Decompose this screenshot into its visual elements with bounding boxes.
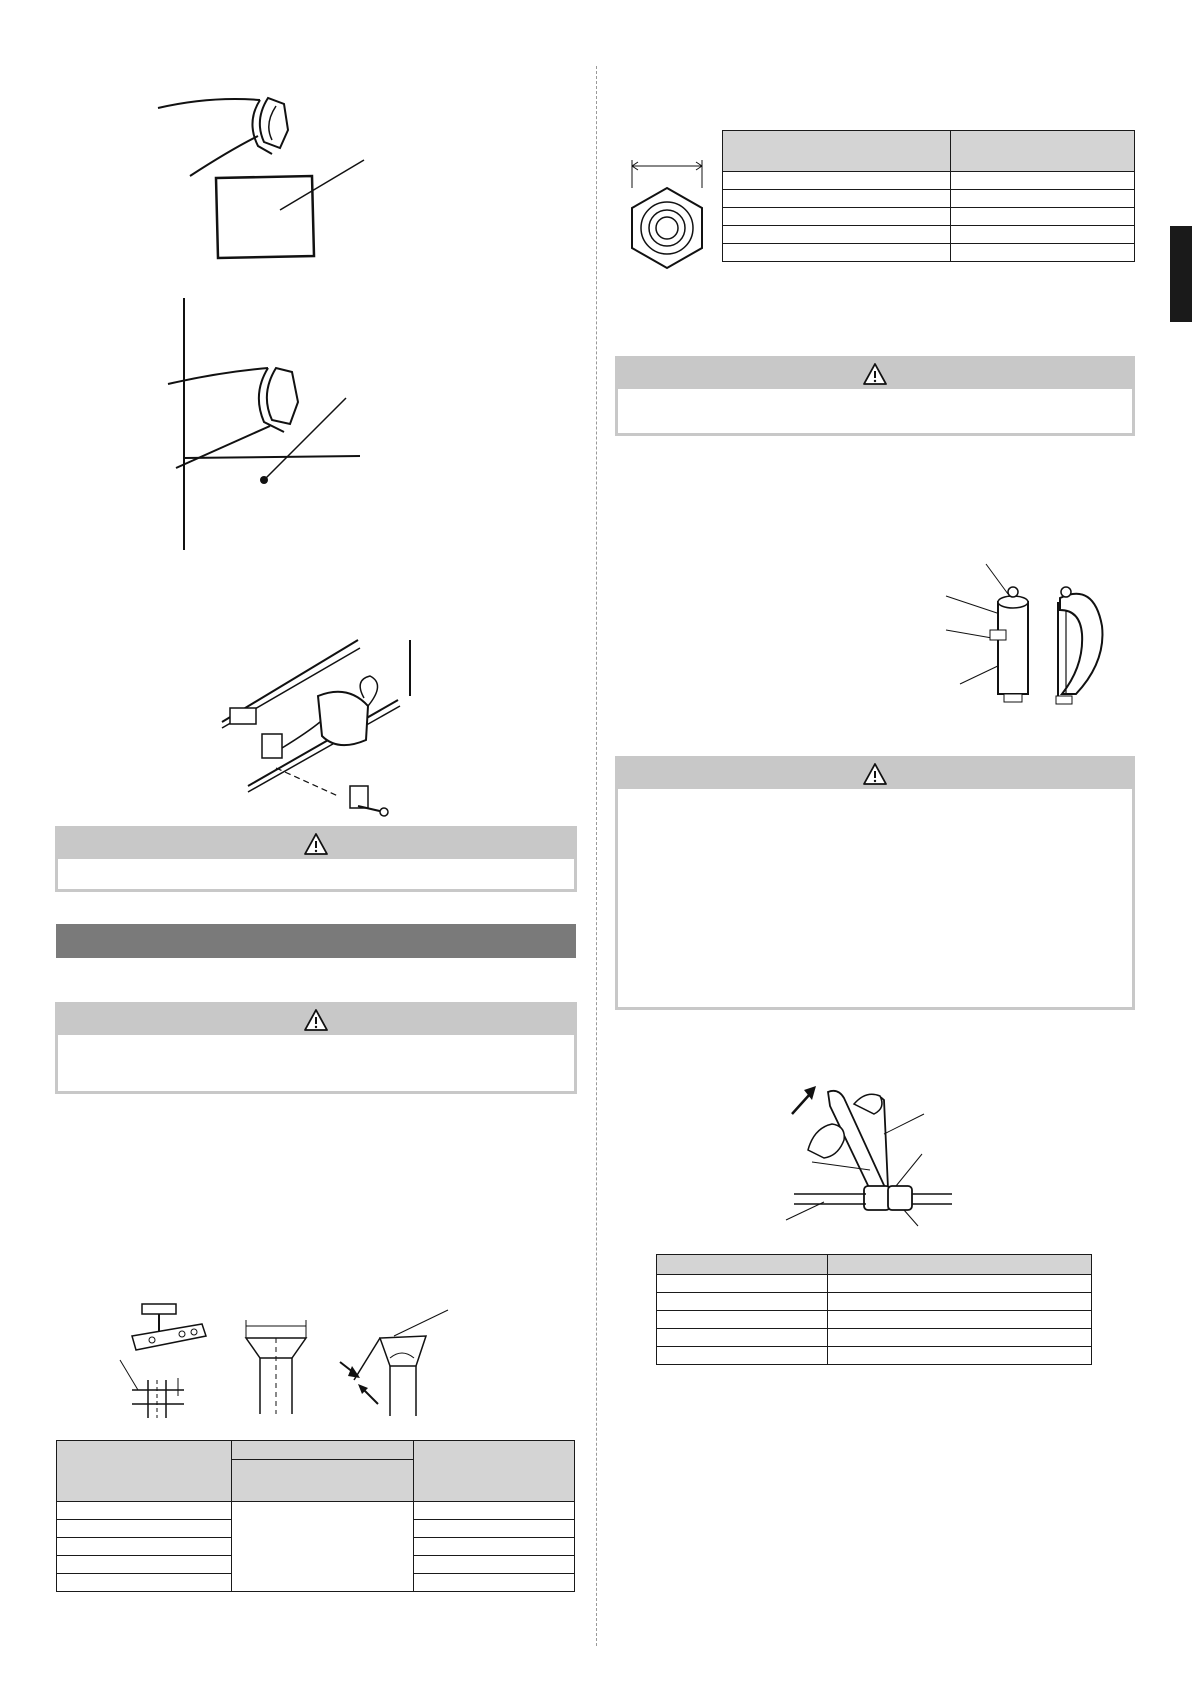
- drain-pump-illustration: [218, 636, 418, 821]
- caution-header: [58, 829, 574, 859]
- caution-box-right-1: [615, 356, 1135, 436]
- table-row: [57, 1502, 575, 1520]
- pipe-cap-illustration: [944, 562, 1114, 712]
- warning-triangle-icon: [862, 762, 888, 786]
- flare-nut-table: [722, 130, 1135, 262]
- table-row: [723, 244, 1135, 262]
- column-divider: [596, 66, 597, 1646]
- table-header-row: [723, 131, 1135, 172]
- warning-triangle-icon: [862, 362, 888, 386]
- caution-header: [618, 359, 1132, 389]
- caution-box-right-2: [615, 756, 1135, 1010]
- caution-header: [58, 1005, 574, 1035]
- table-row: [723, 190, 1135, 208]
- table-header-row: [657, 1255, 1092, 1275]
- table-row: [657, 1311, 1092, 1329]
- table-row: [657, 1329, 1092, 1347]
- flaring-tool-illustration: [112, 1300, 212, 1420]
- caution-header: [618, 759, 1132, 789]
- warning-triangle-icon: [303, 1008, 329, 1032]
- table-row: [723, 172, 1135, 190]
- caution-box-left-1: [55, 826, 577, 892]
- flare-width-illustration: [244, 1318, 316, 1416]
- pipe-wall-illustration: [160, 298, 380, 553]
- table-row: [657, 1275, 1092, 1293]
- flare-nut-illustration: [626, 158, 708, 270]
- flare-inspection-illustration: [334, 1318, 450, 1418]
- table-row: [723, 208, 1135, 226]
- pipe-cover-illustration: [150, 90, 380, 265]
- flare-dimension-table: [56, 1440, 575, 1592]
- table-header-row: [57, 1441, 575, 1460]
- caution-box-left-2: [55, 1002, 577, 1094]
- table-row: [657, 1293, 1092, 1311]
- language-edge-tab: [1170, 226, 1192, 322]
- table-row: [657, 1347, 1092, 1365]
- warning-triangle-icon: [303, 832, 329, 856]
- section-heading-bar: [56, 924, 576, 958]
- table-row: [723, 226, 1135, 244]
- torque-wrench-illustration: [784, 1078, 954, 1228]
- torque-table: [656, 1254, 1092, 1365]
